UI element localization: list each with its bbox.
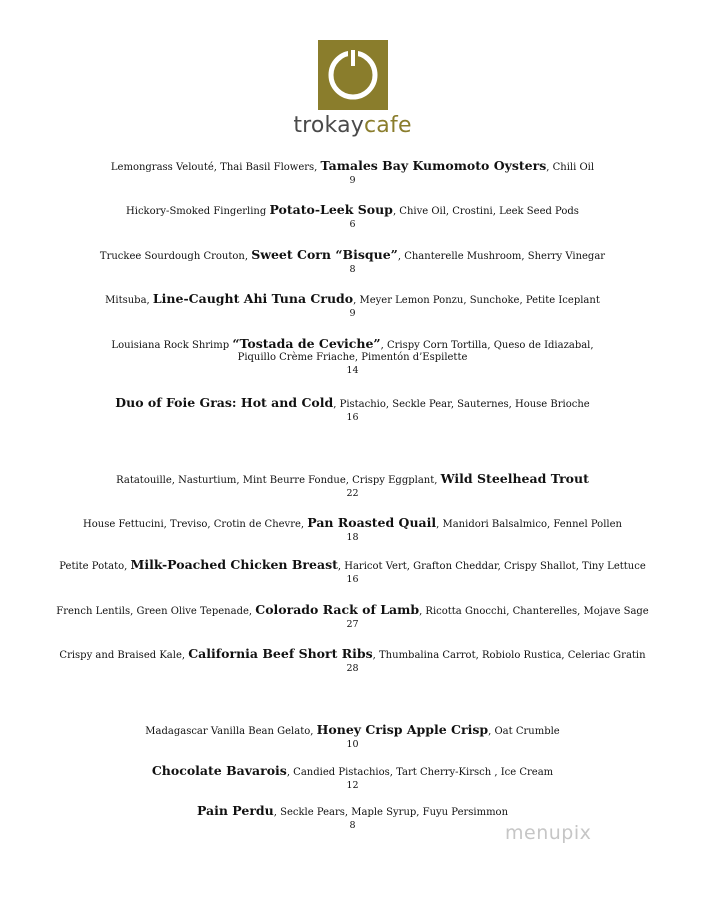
item-description-before: House Fettucini, Treviso, Crotin de Chevre, xyxy=(83,519,308,530)
item-description-after: , Pistachio, Seckle Pear, Sauternes, House Brioche xyxy=(333,399,590,410)
menu-item xyxy=(0,648,705,675)
item-price: 16 xyxy=(346,574,359,585)
brand-name-part1: trokay xyxy=(293,113,365,138)
item-name: Potato-Leek Soup xyxy=(269,202,393,217)
item-description-after: , Candied Pistachios, Tart Cherry-Kirsch , Ice Cream xyxy=(286,767,554,778)
menu-item xyxy=(0,204,705,231)
menu-item xyxy=(0,517,705,544)
item-description-before: French Lentils, Green Olive Tepenade, xyxy=(56,606,256,617)
item-description-before: Petite Potato, xyxy=(59,561,131,572)
circle-logo-icon xyxy=(318,40,388,110)
item-description-after: , Manidori Balsalmico, Fennel Pollen xyxy=(436,519,622,530)
item-name: Pain Perdu xyxy=(196,803,274,818)
item-price: 16 xyxy=(346,412,359,423)
item-description-before: Lemongrass Velouté, Thai Basil Flowers, xyxy=(110,162,321,173)
item-description-after: , Haricot Vert, Grafton Cheddar, Crispy Shallot, Tiny Lettuce xyxy=(337,561,646,572)
item-description-after: , Meyer Lemon Ponzu, Sunchoke, Petite Iceplant xyxy=(353,295,600,306)
item-price: 18 xyxy=(346,532,359,543)
item-price: 8 xyxy=(349,264,356,275)
item-description-after: , Chanterelle Mushroom, Sherry Vinegar xyxy=(397,251,606,262)
item-name: Tamales Bay Kumomoto Oysters xyxy=(320,158,547,173)
item-name: Honey Crisp Apple Crisp xyxy=(316,722,489,737)
item-description-before: Truckee Sourdough Crouton, xyxy=(99,251,252,262)
item-description-after: , Crispy Corn Tortilla, Queso de Idiazabal, xyxy=(380,340,594,351)
item-price: 12 xyxy=(346,780,359,791)
item-price: 22 xyxy=(346,488,359,499)
item-name: Pan Roasted Quail xyxy=(307,515,437,530)
menu-item xyxy=(0,765,705,792)
watermark: menupix xyxy=(505,822,592,844)
menu-item xyxy=(0,293,705,320)
menu-item xyxy=(0,473,705,500)
item-name: Colorado Rack of Lamb xyxy=(255,602,420,617)
item-name: Sweet Corn “Bisque” xyxy=(251,247,398,262)
item-price: 27 xyxy=(346,619,359,630)
menu-item xyxy=(0,559,705,586)
item-price: 8 xyxy=(349,820,356,831)
item-name: Chocolate Bavarois xyxy=(151,763,287,778)
item-name: Duo of Foie Gras: Hot and Cold xyxy=(115,395,334,410)
item-description-after: , Chili Oil xyxy=(546,162,595,173)
item-description-before: Crispy and Braised Kale, xyxy=(59,650,189,661)
item-price: 10 xyxy=(346,739,359,750)
item-description-before: Ratatouille, Nasturtium, Mint Beurre Fondue, Crispy Eggplant, xyxy=(116,475,441,486)
item-name: “Tostada de Ceviche” xyxy=(232,336,381,351)
item-price: 14 xyxy=(346,365,359,376)
item-description-after: , Ricotta Gnocchi, Chanterelles, Mojave Sage xyxy=(419,606,649,617)
item-description-before: Mitsuba, xyxy=(105,295,153,306)
item-price: 28 xyxy=(346,663,359,674)
item-name: Wild Steelhead Trout xyxy=(440,471,589,486)
brand-name xyxy=(0,113,705,138)
menu-item xyxy=(0,160,705,187)
item-price: 6 xyxy=(349,219,356,230)
item-price: 9 xyxy=(349,308,356,319)
menu-item xyxy=(0,397,705,424)
item-description-before: Louisiana Rock Shrimp xyxy=(111,340,233,351)
item-name: California Beef Short Ribs xyxy=(188,646,373,661)
menu-item xyxy=(0,249,705,276)
item-description-after: , Oat Crumble xyxy=(488,726,560,737)
item-description-before: Hickory-Smoked Fingerling xyxy=(126,206,270,217)
item-description-after: , Chive Oil, Crostini, Leek Seed Pods xyxy=(392,206,579,217)
item-name: Milk-Poached Chicken Breast xyxy=(130,557,338,572)
item-description-line2: Piquillo Crème Friache, Pimentón d’Espilette xyxy=(237,352,468,363)
menu-item xyxy=(0,724,705,751)
item-price: 9 xyxy=(349,175,356,186)
menu-item xyxy=(0,604,705,631)
item-description-before: Madagascar Vanilla Bean Gelato, xyxy=(145,726,317,737)
item-name: Line-Caught Ahi Tuna Crudo xyxy=(152,291,354,306)
menu-item xyxy=(0,338,705,377)
item-description-after: , Seckle Pears, Maple Syrup, Fuyu Persimmon xyxy=(273,807,509,818)
brand-name-part2: cafe xyxy=(364,113,412,138)
menu-item xyxy=(0,805,705,832)
item-description-after: , Thumbalina Carrot, Robiolo Rustica, Celeriac Gratin xyxy=(372,650,646,661)
